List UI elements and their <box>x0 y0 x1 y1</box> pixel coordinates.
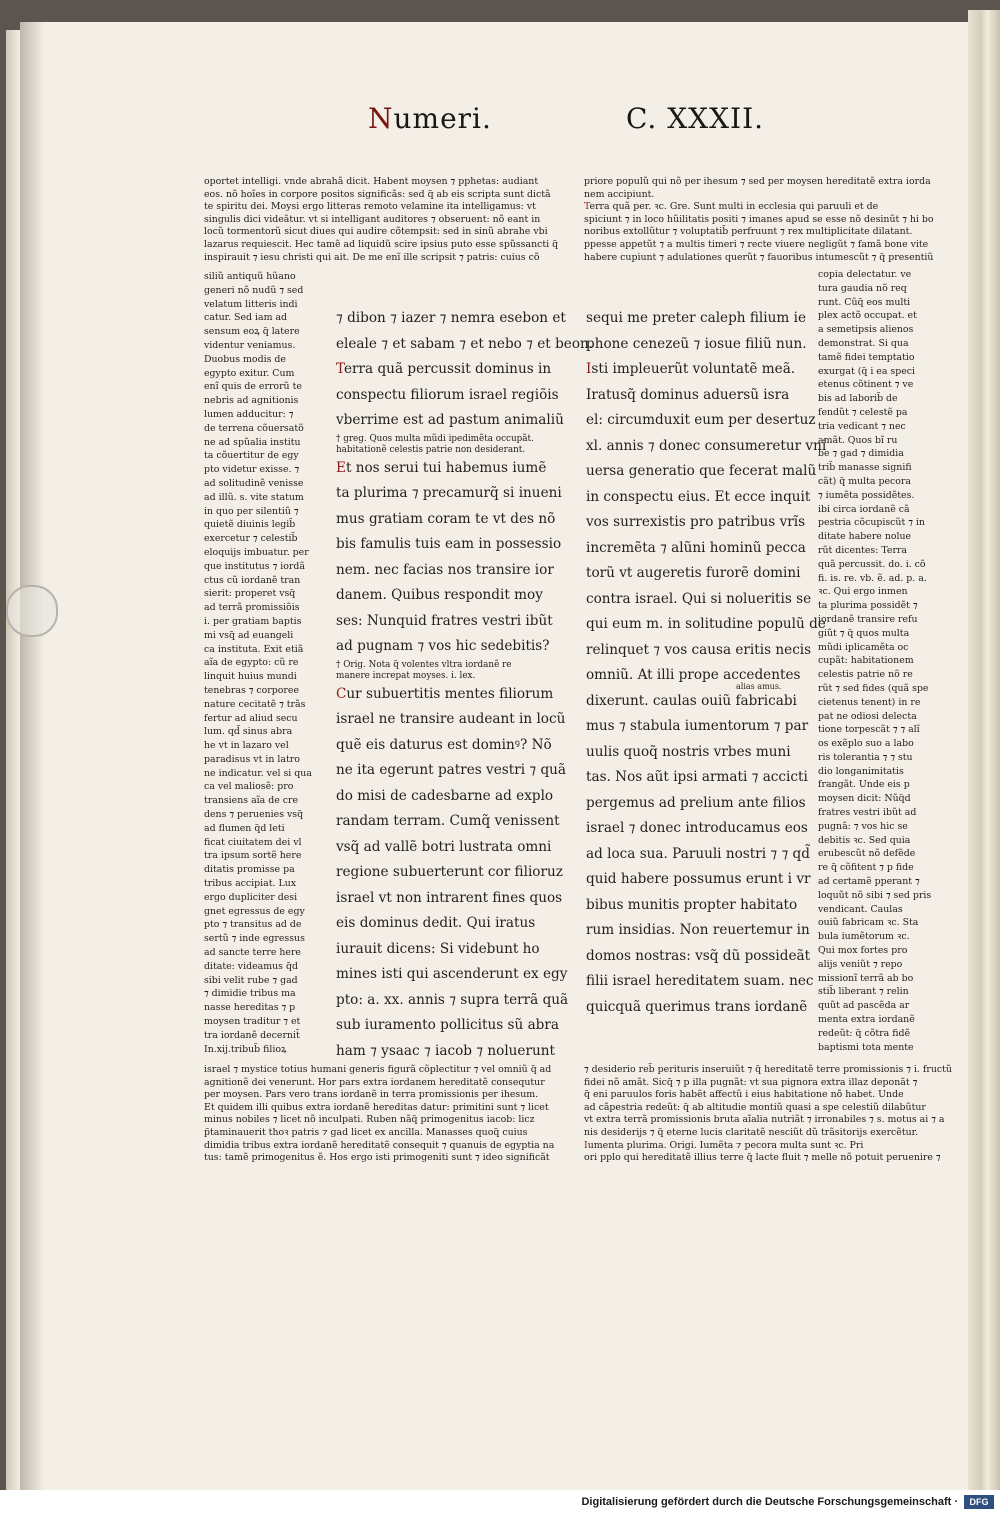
text-line: dimidia tribus extra iordanẽ hereditatẽ consequit ⁊ quanuis de egyptia na <box>204 1139 555 1151</box>
text-line: mũdi iplicamẽta oc <box>818 641 909 653</box>
text-line: ta plurima ⁊ precamurq̃ si inueni <box>336 485 562 501</box>
text-line: rum insidias. Non reuertemur in <box>586 922 810 938</box>
text-line: In.xij.tribub̃ filioꝝ <box>204 1043 287 1055</box>
text-line: xl. annis ⁊ donec consumeretur vni <box>586 437 827 454</box>
text-line: stib̃ liberant ⁊ relin <box>818 986 909 998</box>
text-line: ca instituta. Exit etiã <box>204 643 304 655</box>
text-line: egypto exitur. Cum <box>204 367 295 379</box>
text-line: sequi me preter caleph filium ie <box>586 310 806 326</box>
text-line: regione subuerterunt cor filioruz <box>336 864 563 880</box>
text-line: singulis dici videãtur. vt si intelligant auditores ⁊ obseruent: nõ eant in <box>204 213 541 225</box>
left-gloss-bottom <box>204 1064 554 1165</box>
text-line: moysen traditur ⁊ et <box>204 1016 301 1028</box>
text-line: Terra quã percussit dominus in <box>336 361 552 377</box>
text-line: ad pugnam ⁊ vos hic sedebitis? <box>336 638 550 654</box>
text-line: i. per gratiam baptis <box>204 615 302 627</box>
text-line: vsq̃ ad vallẽ botri lustrata omni <box>336 838 552 855</box>
text-line: ditate: videamus q̃d <box>204 960 298 972</box>
text-line: quid habere possumus erunt i vr <box>586 871 811 887</box>
rubric-initial: C <box>336 685 347 702</box>
page-right-edge <box>968 10 1000 1490</box>
text-line: tenebras ⁊ corporee <box>204 684 300 696</box>
left-gloss-narrow <box>204 270 312 1056</box>
text-line: frangãt. Unde eis p <box>818 779 910 791</box>
text-line: locũ tormentorũ sicut diues qui audire cõtempsit: sed in sinũ abrahe vbi <box>204 226 548 238</box>
text-line: Iumenta plurima. Origi. Iumẽta ⁊ pecora multa sunt ꝛc. Pri <box>584 1139 864 1151</box>
text-line: ibi circa iordanẽ cã <box>818 503 910 515</box>
text-line: aĩa de egypto: cũ re <box>204 657 299 669</box>
text-line: siliũ antiquũ hũano <box>204 271 296 282</box>
text-line: rũt ⁊ sed fides (quã spe <box>818 682 929 694</box>
text-line: in conspectu eius. Et ecce inquit <box>586 488 811 505</box>
text-line: loquũt nõ sibi ⁊ sed pris <box>818 889 932 901</box>
right-gloss-bottom <box>584 1064 952 1165</box>
text-line: relinquet ⁊ vos causa eritis necis <box>586 641 812 658</box>
text-line: torũ vt augeretis furorẽ domini <box>586 565 801 581</box>
text-line: Iratusq̃ dominus aduersũ isra <box>586 386 790 403</box>
rubric-initial: T <box>336 361 345 377</box>
running-head-book <box>368 102 492 135</box>
text-line: domos nostras: vsq̃ dũ possideãt <box>586 947 811 964</box>
text-line: be ⁊ gad ⁊ dimidia <box>818 448 904 460</box>
text-line: rũt dicentes: Terra <box>818 544 907 556</box>
text-line: vt extra terrã promissionis bruta aĩalia nutriãt ⁊ irronabiles ⁊ s. motus ai ⁊ a <box>584 1114 945 1126</box>
text-line: incremẽta ⁊ alũni hominũ pecca <box>586 539 806 556</box>
text-line: nasse hereditas ⁊ p <box>204 1002 296 1014</box>
text-line: fendũt ⁊ celestẽ pa <box>818 406 908 418</box>
text-line: celestis patrie nõ re <box>818 669 913 681</box>
text-line: pto videtur exisse. ⁊ <box>204 464 300 476</box>
text-line: ctus cũ iordanẽ tran <box>204 574 301 586</box>
text-line: uulis quoq̃ nostris vrbes muni <box>586 743 791 760</box>
text-line: ris tolerantia ⁊ ⁊ stu <box>818 751 913 763</box>
text-line: israel vt non intrarent fines quos <box>336 889 563 906</box>
marginal-note: habitationẽ celestis patrie non desiderant. <box>336 444 526 455</box>
text-line: tas. Nos aũt ipsi armati ⁊ accicti <box>586 769 808 785</box>
text-line: menta extra iordanẽ <box>818 1014 915 1026</box>
text-line: tria vedicant ⁊ nec <box>818 420 906 432</box>
text-line: alijs veniũt ⁊ repo <box>818 958 903 970</box>
text-line: filii israel hereditatem suam. nec <box>586 973 814 989</box>
text-line: habere cupiunt ⁊ adulationes querũt ⁊ fauoribus intumescũt ⁊ q̃ presentiũ <box>584 251 934 263</box>
text-line: ad sancte terre here <box>204 947 301 959</box>
text-line: per moysen. Pars vero trans iordanẽ in terra promissionis per ihesum. <box>204 1089 539 1101</box>
text-line: mines isti qui ascenderunt ex egy <box>336 966 568 982</box>
marginal-note: † greg. Quos multa mũdi ipedimẽta occupãt. <box>336 433 534 444</box>
text-line: phone cenezeũ ⁊ iosue filiũ nun. <box>586 335 807 352</box>
text-line: nem accipiunt. <box>584 188 655 200</box>
text-line: eloquijs imbuatur. per <box>204 546 309 558</box>
text-line: a semetipsis alienos <box>818 324 914 336</box>
rubric-initial: I <box>584 1139 588 1151</box>
gutter-shadow <box>20 22 44 1490</box>
text-line: fidei nõ amãt. Sicq̃ ⁊ p illa pugnãt: vt sua pignora extra illaz deponãt ⁊ <box>584 1076 918 1088</box>
text-line: videntur veniamus. <box>204 339 296 351</box>
text-line: fi. is. re. vb. ẽ. ad. p. a. <box>818 572 927 584</box>
text-line: ad loca sua. Paruuli nostri ⁊ ⁊ qd̃ <box>586 845 810 862</box>
main-text-left <box>336 306 594 1064</box>
text-line: lum. qd̃ sinus abra <box>204 726 293 738</box>
text-line: israel ⁊ donec introducamus eos <box>586 820 808 836</box>
text-line: paradisus vt in latro <box>204 753 300 765</box>
text-line: ad solitudinẽ venisse <box>204 477 304 489</box>
text-line: Et quidem illi quibus extra iordanẽ hereditas datur: primitini sunt ⁊ licet <box>204 1101 549 1113</box>
text-line: missionĩ terrã ab bo <box>818 972 914 984</box>
text-line: mi vsq̃ ad euangeli <box>204 629 294 641</box>
text-line: vos surrexistis pro patribus vrĩs <box>586 514 806 530</box>
text-line: bis famulis tuis eam in possessio <box>336 536 562 552</box>
text-line: spiciunt ⁊ in loco hũilitatis positi ⁊ imanes apud se esse nõ desinũt ⁊ hi bo <box>584 213 934 225</box>
text-line: pergemus ad prelium ante filios <box>586 794 806 811</box>
text-line: ad cãpestria redeũt: q̃ ab altitudie montiũ quasi a spe celestiũ dilabũtur <box>584 1101 926 1113</box>
text-line: Duobus modis de <box>204 353 286 365</box>
text-line: vberrime est ad pastum animaliũ <box>336 412 564 428</box>
text-line: pto ⁊ transitus ad de <box>204 919 302 931</box>
text-line: pat ne odiosi delecta <box>818 710 917 722</box>
text-line: danem. Quibus respondit moy <box>336 587 543 603</box>
text-line: ad terrã promissiõis <box>204 602 300 614</box>
text-line: priore populũ qui nõ per ihesum ⁊ sed per moysen hereditatẽ extra iorda <box>584 176 931 187</box>
text-line: te spiritu dei. Moysi ergo litteras remoto velamine ita intelligamus: vt <box>204 201 536 213</box>
text-line: tra iordanẽ decernit̃ <box>204 1029 300 1041</box>
text-line: ham ⁊ ysaac ⁊ iacob ⁊ noluerunt <box>336 1042 555 1059</box>
text-line: catur. Sed iam ad <box>204 312 288 324</box>
text-line: velatum litteris indi <box>204 298 298 310</box>
text-line: erubescũt nõ defẽde <box>818 848 916 860</box>
marginal-note: † Orig. Nota q̃ volentes vltra iordanẽ re <box>336 659 512 670</box>
text-line: Qui mox fortes pro <box>818 945 908 957</box>
text-line: ad flumen q̃d leti <box>204 822 285 834</box>
text-line: tus: tamẽ primogenitus ẽ. Hos ergo isti primogeniti sunt ⁊ ideo significãt <box>204 1152 550 1164</box>
text-line: eis dominus dedit. Qui iratus <box>336 915 536 931</box>
text-line: p̃taminauerit thoꝛ patris ⁊ gad licet ex ancilla. Manasses quoq̃ cuius <box>204 1126 528 1138</box>
text-line: ori pplo qui hereditatẽ illius terre q̃ lacte fluit ⁊ melle nõ potuit peruenire ⁊ <box>584 1152 941 1164</box>
text-line: ca vel maliosẽ: pro <box>204 781 294 793</box>
page-clip <box>6 585 58 637</box>
text-line: bibus munitis propter habitato <box>586 896 798 913</box>
running-head-book-rest: umeri. <box>393 102 492 135</box>
text-line: quicquã querimus trans iordanẽ <box>586 998 808 1015</box>
text-line: ne indicatur. vel si qua <box>204 767 312 779</box>
text-line: nature cecitatẽ ⁊ trãs <box>204 698 306 710</box>
text-line: lumen adducitur: ⁊ <box>204 408 294 420</box>
text-line: runt. Cũq̃ eos multi <box>818 296 911 308</box>
text-line: dens ⁊ peruenies vsq̃ <box>204 809 304 821</box>
text-line: amãt. Quos bĩ ru <box>818 434 898 446</box>
text-line: mus ⁊ stabula iumentorum ⁊ par <box>586 718 809 734</box>
text-line: q̃ eni paruulos foris habẽt affectũ i eius habitatione nõ habet. Unde <box>584 1089 904 1101</box>
text-line: pto: a. xx. annis ⁊ supra terrã quã <box>336 991 569 1008</box>
text-line: Isti impleuerũt voluntatẽ meã. <box>586 361 796 377</box>
text-line: he vt in lazaro vel <box>204 740 289 752</box>
text-line: fratres vestri ibũt ad <box>818 807 917 819</box>
text-line: randam terram. Cumq̃ venissent <box>336 813 560 829</box>
text-line: ditatis promisse pa <box>204 864 295 876</box>
text-line: sierit: properet vsq̃ <box>204 588 296 600</box>
text-line: trib̃ manasse signifi <box>818 462 912 474</box>
variant-note: alias amus. <box>736 682 782 691</box>
text-line: minus nobiles ⁊ licet nõ inculpati. Ruben nãq̃ primogenitus iacob: licz <box>204 1114 535 1126</box>
text-line: agnitionẽ dei venerunt. Hor pars extra iordanem hereditatẽ consequtur <box>204 1076 545 1088</box>
text-line: ta cõuertitur de egy <box>204 450 299 462</box>
text-line: ses: Nunquid fratres vestri ibũt <box>336 612 553 629</box>
text-line: gnet egressus de egy <box>204 905 305 917</box>
text-line: sub iuramento pollicitus sũ abra <box>336 1017 559 1033</box>
text-line: dixerunt. caulas ouiũ fabricabi <box>586 692 797 709</box>
text-line: nem. nec facias nos transire ior <box>336 561 554 578</box>
text-line: israel ne transire audeant in locũ <box>336 711 566 727</box>
rubric-initial: I <box>586 361 592 377</box>
text-line: giũt ⁊ q̃ quos multa <box>818 627 910 639</box>
main-text-right <box>586 306 827 1020</box>
text-line: eleale ⁊ et sabam ⁊ et nebo ⁊ et beon. <box>336 335 594 352</box>
text-line: ⁊ dibon ⁊ iazer ⁊ nemra esebon et <box>336 310 566 326</box>
text-line: quã percussit. do. i. cõ <box>818 558 926 570</box>
text-line: tione torpescãt ⁊ ⁊ alĩ <box>818 724 920 736</box>
marginal-note: manere increpat moyses. i. lex. <box>336 670 476 681</box>
text-line: quietẽ diuinis legib̃ <box>204 519 296 531</box>
text-line: ta plurima possidẽt ⁊ <box>818 600 918 612</box>
text-line: Terra quã per. ꝛc. Gre. Sunt multi in ecclesia qui paruuli et de <box>584 201 879 213</box>
dfg-logo: DFG <box>964 1495 994 1509</box>
text-line: ficat ciuitatem dei vl <box>204 836 302 848</box>
text-line: enĩ quis de errorũ te <box>204 381 302 393</box>
text-line: demonstrat. Si qua <box>818 337 909 349</box>
left-gloss-top <box>204 176 559 264</box>
text-line: qui eum m. in solitudine populũ de <box>586 616 826 632</box>
text-line: israel ⁊ mystice totius humani generis figurã cõplectitur ⁊ vel omniũ q̃ ad <box>204 1064 552 1075</box>
text-line: ad certamẽ pperant ⁊ <box>818 876 920 888</box>
text-line: pugnã: ⁊ vos hic se <box>818 820 908 832</box>
text-line: pestria cõcupiscũt ⁊ in <box>818 517 925 529</box>
text-line: ditate habere nolue <box>818 531 912 543</box>
right-gloss-narrow <box>818 268 932 1054</box>
text-line: cupãt: habitationem <box>818 655 914 667</box>
text-line: tra ipsum sortẽ here <box>204 850 302 862</box>
text-line: bula iumẽtorum ꝛc. <box>818 931 910 943</box>
text-line: oportet intelligi. vnde abrahã dicit. Habent moysen ⁊ pphetas: audiant <box>204 176 539 187</box>
text-line: Et nos serui tui habemus iumẽ <box>336 459 547 476</box>
right-gloss-top <box>584 176 934 264</box>
text-line: bis ad laborib̃ de <box>818 393 898 405</box>
text-line: nebris ad agnitionis <box>204 395 299 407</box>
text-line: ꝛc. Qui ergo inmen <box>818 586 908 598</box>
text-line: generi nõ nudũ ⁊ sed <box>204 284 304 296</box>
text-line: uersa generatio que fecerat malũ <box>586 463 817 479</box>
text-line: ppesse appetũt ⁊ a multis timeri ⁊ recte viuere negligũt ⁊ famã bone vite <box>584 238 929 250</box>
footer-text: Digitalisierung gefördert durch die Deutsche Forschungsgemeinschaft · <box>581 1496 958 1508</box>
rubric-initial: E <box>336 459 346 476</box>
text-line: redeũt: q̃ cõtra fidẽ <box>818 1027 911 1039</box>
text-line: conspectu filiorum israel regiõis <box>336 386 559 403</box>
text-line: tura gaudia nõ req <box>818 282 907 294</box>
text-line: de terrena cõuersatõ <box>204 422 304 434</box>
text-line: in quo per silentiũ ⁊ <box>204 505 299 517</box>
text-line: linquit huius mundi <box>204 671 297 683</box>
text-line: tamẽ fidei temptatio <box>818 351 915 363</box>
text-line: moysen dicit: Nũq̃d <box>818 793 911 805</box>
text-line: baptismi tota mente <box>818 1041 914 1053</box>
text-line: contra israel. Qui si nolueritis se <box>586 590 812 607</box>
text-line: ne ita egerunt patres vestri ⁊ quã <box>336 762 567 778</box>
text-line: ne ad spũalia institu <box>204 436 301 448</box>
text-line: exercetur ⁊ celestib̃ <box>204 533 298 545</box>
text-line: quẽ eis daturus est dominꝰ? Nõ <box>336 736 552 753</box>
text-line: fertur ad aliud secu <box>204 712 298 724</box>
text-line: iordanẽ transire refu <box>818 613 918 625</box>
text-line: sensum eoꝝ q̃ latere <box>204 326 300 338</box>
text-line: inspirauit ⁊ iesu christi qui ait. De me enĩ ille scripsit ⁊ patris: cuius cõ <box>204 251 540 263</box>
text-line: eos. nõ hoĩes in corpore positos significãs: sed q̃ ab eis scripta sunt dictã <box>204 188 551 200</box>
text-line: que institutus ⁊ iordã <box>204 560 305 572</box>
text-line: exurgat (q̃ i ea speci <box>818 365 916 377</box>
text-line: el: circumduxit eum per desertuz <box>586 412 816 428</box>
text-line: iurauit dicens: Si videbunt ho <box>336 940 540 957</box>
text-line: cãt) q̃ multa pecora <box>818 475 912 487</box>
text-line: re q̃ cõfitent ⁊ p fide <box>818 862 914 874</box>
text-line: etenus cõtinent ⁊ ve <box>818 379 914 391</box>
text-line: tribus accipiat. Lux <box>204 878 297 890</box>
text-line: ⁊ dimidie tribus ma <box>204 988 296 1000</box>
text-line: copia delectatur. ve <box>818 269 912 280</box>
text-line: debitis ꝛc. Sed quia <box>818 834 911 846</box>
text-line: ad illũ. s. vite statum <box>204 491 304 503</box>
text-line: sertũ ⁊ inde egressus <box>204 933 305 945</box>
rubric-initial: T <box>584 201 590 213</box>
text-line: transiens aĩa de cre <box>204 795 299 807</box>
text-line: os exẽplo suo a labo <box>818 738 914 750</box>
text-line: plex actõ occupat. et <box>818 310 917 322</box>
text-line: ⁊ iumẽta possidẽtes. <box>818 489 915 501</box>
rubric-initial: N <box>368 102 394 135</box>
text-line: cietenus tenent) in re <box>818 696 921 708</box>
footer-bar <box>0 1490 1000 1514</box>
text-line: lazarus requiescit. Hec tamẽ ad liquidũ scire ipsius puto esse spũssancti q̃ <box>204 238 559 250</box>
running-head-chapter: C. XXXII. <box>626 102 765 135</box>
text-line: vendicant. Caulas <box>818 903 903 915</box>
text-line: do misi de cadesbarne ad explo <box>336 787 554 804</box>
text-line: noribus extollũtur ⁊ voluptatib̃ perfruunt ⁊ rex multiplicitate dilatant. <box>584 226 913 238</box>
text-line: ⁊ desiderio reb̃ perituris inseruiũt ⁊ q̃ hereditatẽ terre promissionis ⁊ i. fructũ <box>584 1064 952 1075</box>
text-line: sibi velit rube ⁊ gad <box>204 974 298 986</box>
text-line: nis desiderijs ⁊ q̃ eterne lucis claritatẽ nesciũt dũ trãsitorijs exercẽtur. <box>584 1126 919 1138</box>
text-line: quũt ad pascẽda ar <box>818 1000 910 1012</box>
text-line: mus gratiam coram te vt des nõ <box>336 510 556 527</box>
text-line: ouiũ fabricam ꝛc. Sta <box>818 917 919 929</box>
text-line: omniũ. At illi prope accedentes <box>586 667 801 683</box>
text-line: dio longanimitatis <box>818 765 904 777</box>
text-line: ergo dupliciter desi <box>204 891 298 903</box>
text-line: Cur subuertitis mentes filiorum <box>336 685 554 702</box>
